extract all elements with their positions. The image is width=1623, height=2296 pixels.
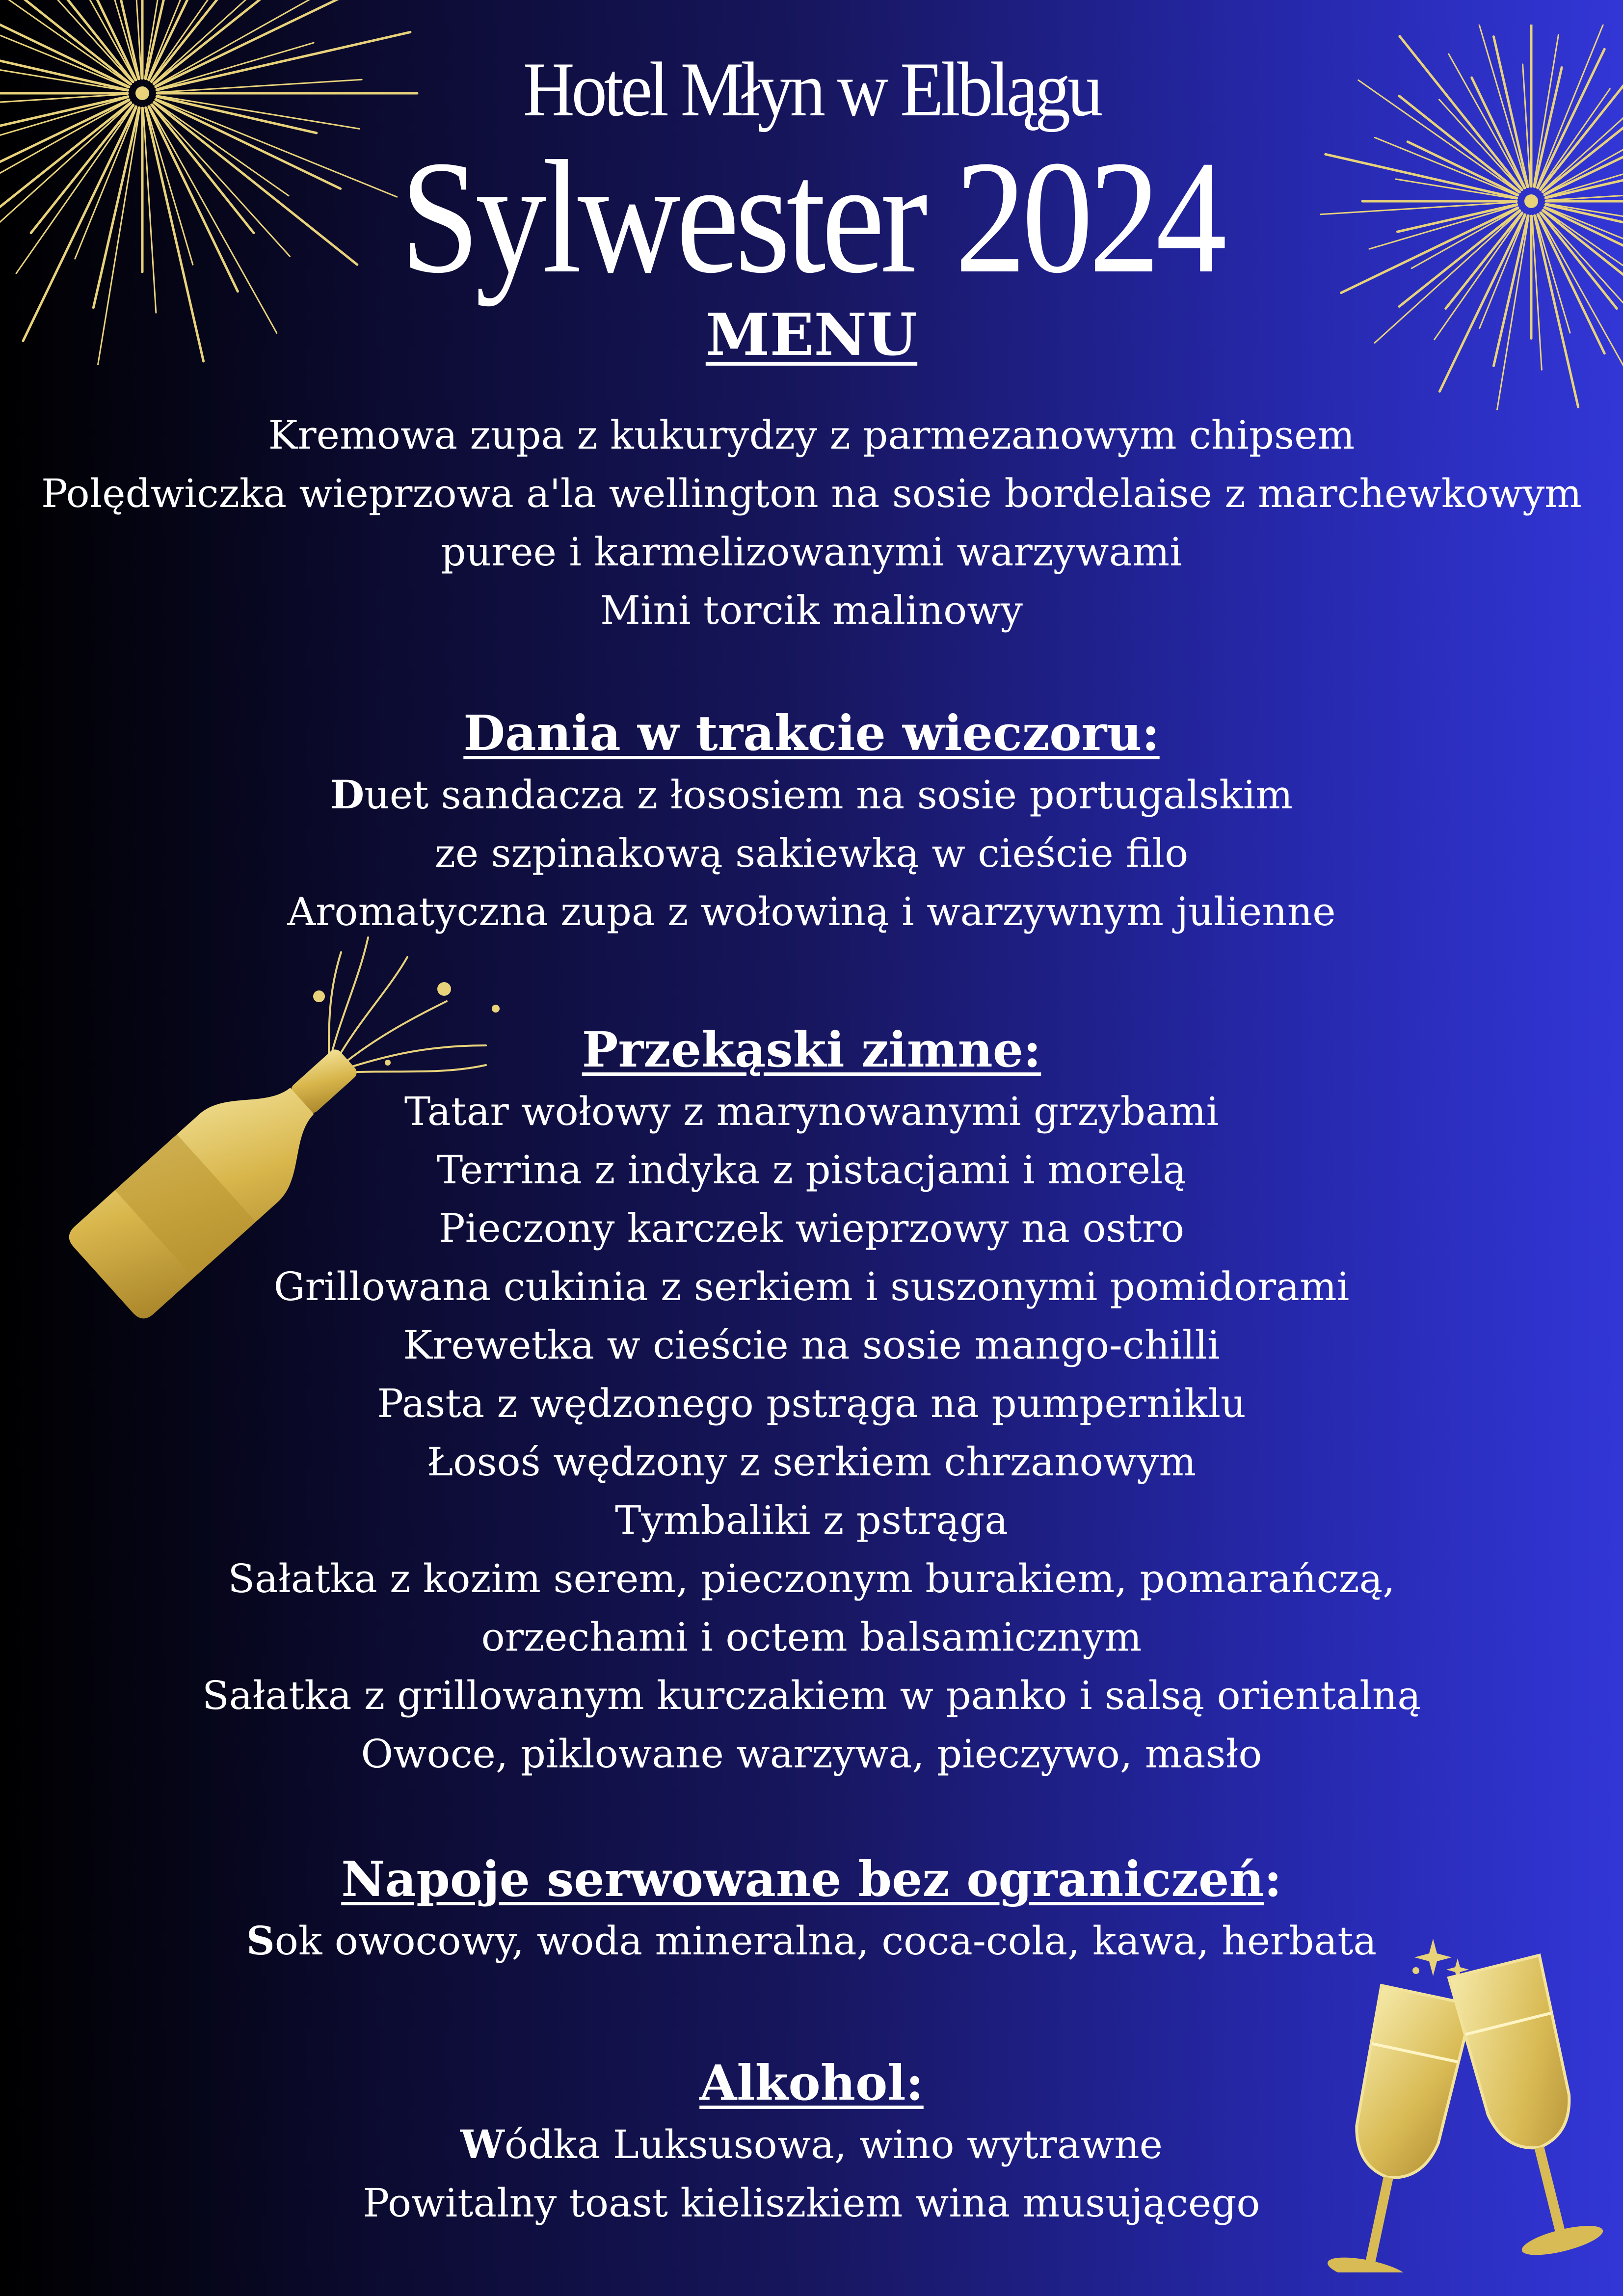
list-item [0, 2115, 1623, 2174]
section-heading-text: Napoje serwowane bez ograniczeń [341, 1851, 1264, 1908]
page-title: Sylwester 2024 [400, 128, 1223, 307]
list-item: Aromatyczna zupa z wołowiną i warzywnym julienne [287, 889, 1336, 934]
list-item: Grillowana cukinia z serkiem i suszonymi pomidorami [273, 1264, 1350, 1309]
list-item [0, 1912, 1623, 1970]
list-item: Łosoś wędzony z serkiem chrzanowym [426, 1439, 1197, 1485]
drinks-section [0, 1848, 1623, 1970]
list-item: Pasta z wędzonego pstrąga na pumperniklu [377, 1381, 1246, 1426]
heading-colon: : [1264, 1851, 1282, 1908]
list-item: orzechami i octem balsamicznym [481, 1614, 1142, 1660]
list-item: Pieczony karczek wieprzowy na ostro [438, 1205, 1185, 1251]
list-item: puree i karmelizowanymi warzywami [441, 529, 1182, 575]
list-item: Owoce, piklowane warzywa, pieczywo, masło [361, 1731, 1262, 1777]
list-item: Krewetka w cieście na sosie mango-chilli [403, 1322, 1220, 1368]
list-item-text: uet sandacza z łososiem na sosie portugalskim [364, 772, 1293, 818]
hotel-name: Hotel Młyn w Elblągu [523, 47, 1100, 133]
drop-initial: D [330, 772, 365, 818]
list-item: Mini torcik malinowy [600, 587, 1023, 633]
section-heading [0, 1848, 1623, 1912]
alcohol-section [0, 2052, 1623, 2232]
list-item: Sałatka z grillowanym kurczakiem w panko i salsą orientalną [202, 1673, 1421, 1718]
list-item: Powitalny toast kieliszkiem wina musującego [363, 2180, 1260, 2226]
list-item: Terrina z indyka z pistacjami i morelą [436, 1147, 1187, 1193]
list-item: ze szpinakową sakiewką w cieście filo [434, 830, 1189, 876]
menu-heading: MENU [705, 300, 918, 369]
cold-starters-section [0, 1018, 1623, 1783]
section-heading: Alkohol: [699, 2055, 924, 2111]
list-item: Tymbaliki z pstrąga [615, 1497, 1008, 1543]
list-item [0, 766, 1623, 824]
evening-section [0, 702, 1623, 941]
drop-initial: W [460, 2121, 505, 2167]
list-item: Kremowa zupa z kukurydzy z parmezanowym chipsem [268, 412, 1355, 458]
list-item-text: ódka Luksusowa, wino wytrawne [504, 2122, 1163, 2167]
drop-initial: S [246, 1918, 275, 1964]
section-heading: Dania w trakcie wieczoru: [463, 705, 1160, 762]
list-item: Tatar wołowy z marynowanymi grzybami [404, 1089, 1219, 1134]
list-item-text: ok owocowy, woda mineralna, coca-cola, kawa, herbata [274, 1918, 1377, 1964]
list-item: Polędwiczka wieprzowa a'la wellington na sosie bordelaise z marchewkowym [41, 471, 1582, 516]
list-item: Sałatka z kozim serem, pieczonym burakiem, pomarańczą, [228, 1556, 1395, 1602]
main-menu-list [0, 406, 1623, 640]
section-heading: Przekąski zimne: [582, 1022, 1041, 1078]
